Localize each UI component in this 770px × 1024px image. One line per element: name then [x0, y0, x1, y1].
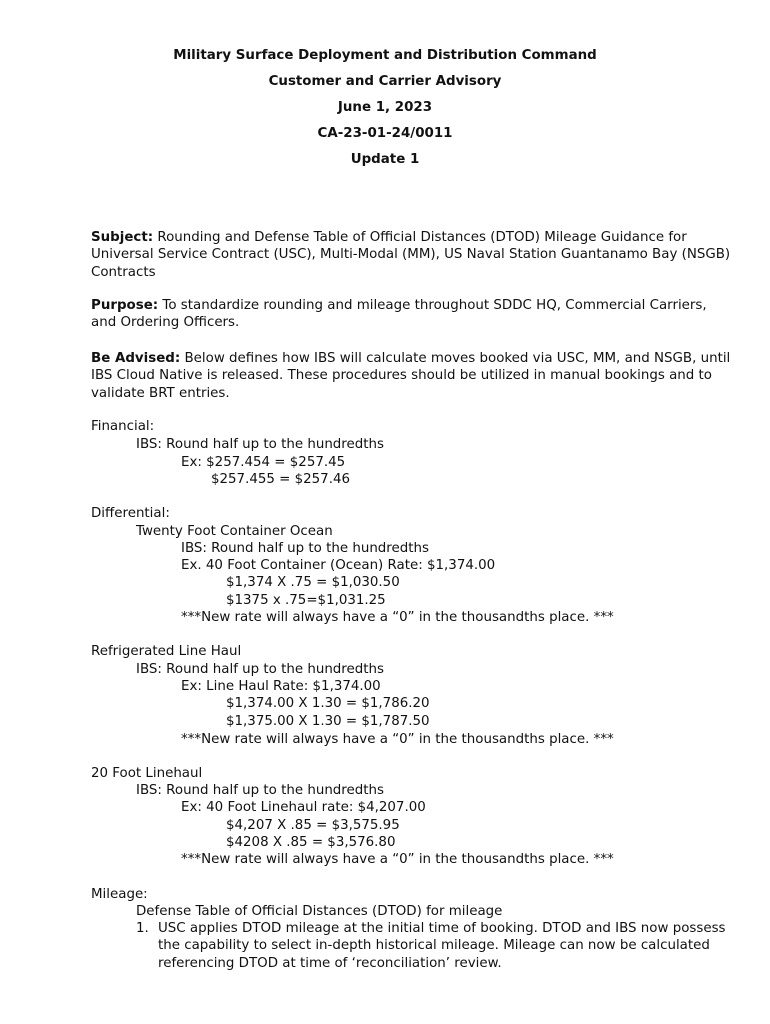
reefer-note: ***New rate will always have a “0” in the thousandths place. ***	[181, 732, 614, 747]
differential-subheading: Twenty Foot Container Ocean	[136, 524, 333, 539]
subject-label: Subject:	[91, 230, 154, 245]
differential-heading: Differential:	[91, 506, 170, 521]
purpose-text: To standardize rounding and mileage throughout SDDC HQ, Commercial Carriers, and Ordering Officers.	[91, 298, 707, 331]
differential-calc-2: $1375 x .75=$1,031.25	[226, 593, 386, 608]
differential-calc-1: $1,374 X .75 = $1,030.50	[226, 575, 400, 590]
financial-example-1: Ex: $257.454 = $257.45	[181, 455, 346, 470]
be-advised-text: Below defines how IBS will calculate moves booked via USC, MM, and NSGB, until IBS Cloud Native is released. These procedures should be utilized in manual bookings and to validate BRT entries.	[91, 351, 731, 401]
subject-paragraph	[91, 229, 736, 281]
linehaul20-heading: 20 Foot Linehaul	[91, 766, 203, 781]
list-item-text: USC applies DTOD mileage at the initial time of booking. DTOD and IBS now possess the capability to select in-depth historical mileage. Mileage can now be calculated referencing DTOD at time of ‘reconciliation’ review.	[158, 921, 726, 971]
reefer-calc-1: $1,374.00 X 1.30 = $1,786.20	[226, 696, 430, 711]
header-advisory-type: Customer and Carrier Advisory	[268, 74, 502, 89]
financial-example-2: $257.455 = $257.46	[211, 472, 350, 487]
differential-rule: IBS: Round half up to the hundredths	[181, 541, 429, 556]
be-advised-paragraph	[91, 350, 736, 402]
linehaul20-calc-1: $4,207 X .85 = $3,575.95	[226, 818, 400, 833]
financial-heading: Financial:	[91, 419, 155, 434]
header-update: Update 1	[350, 152, 420, 167]
header-date: June 1, 2023	[337, 100, 433, 115]
be-advised-label: Be Advised:	[91, 351, 181, 366]
reefer-calc-2: $1,375.00 X 1.30 = $1,787.50	[226, 714, 430, 729]
header-command: Military Surface Deployment and Distribution Command	[173, 48, 597, 63]
purpose-paragraph	[91, 297, 736, 332]
mileage-subheading: Defense Table of Official Distances (DTOD) for mileage	[136, 904, 503, 919]
purpose-label: Purpose:	[91, 298, 159, 313]
list-item-number: 1.	[136, 921, 149, 936]
header-advisory-number: CA-23-01-24/0011	[317, 126, 453, 141]
reefer-example: Ex: Line Haul Rate: $1,374.00	[181, 679, 381, 694]
linehaul20-calc-2: $4208 X .85 = $3,576.80	[226, 835, 396, 850]
financial-rule: IBS: Round half up to the hundredths	[136, 437, 384, 452]
mileage-heading: Mileage:	[91, 887, 148, 902]
reefer-rule: IBS: Round half up to the hundredths	[136, 662, 384, 677]
linehaul20-note: ***New rate will always have a “0” in the thousandths place. ***	[181, 852, 614, 867]
subject-text: Rounding and Defense Table of Official Distances (DTOD) Mileage Guidance for Universal Service Contract (USC), Multi-Modal (MM), US Naval Station Guantanamo Bay (NSGB) Contracts	[91, 230, 731, 280]
linehaul20-rule: IBS: Round half up to the hundredths	[136, 783, 384, 798]
differential-note: ***New rate will always have a “0” in the thousandths place. ***	[181, 610, 614, 625]
linehaul20-example: Ex: 40 Foot Linehaul rate: $4,207.00	[181, 800, 426, 815]
differential-example: Ex. 40 Foot Container (Ocean) Rate: $1,374.00	[181, 558, 496, 573]
advisory-header	[0, 46, 770, 176]
reefer-heading: Refrigerated Line Haul	[91, 644, 242, 659]
